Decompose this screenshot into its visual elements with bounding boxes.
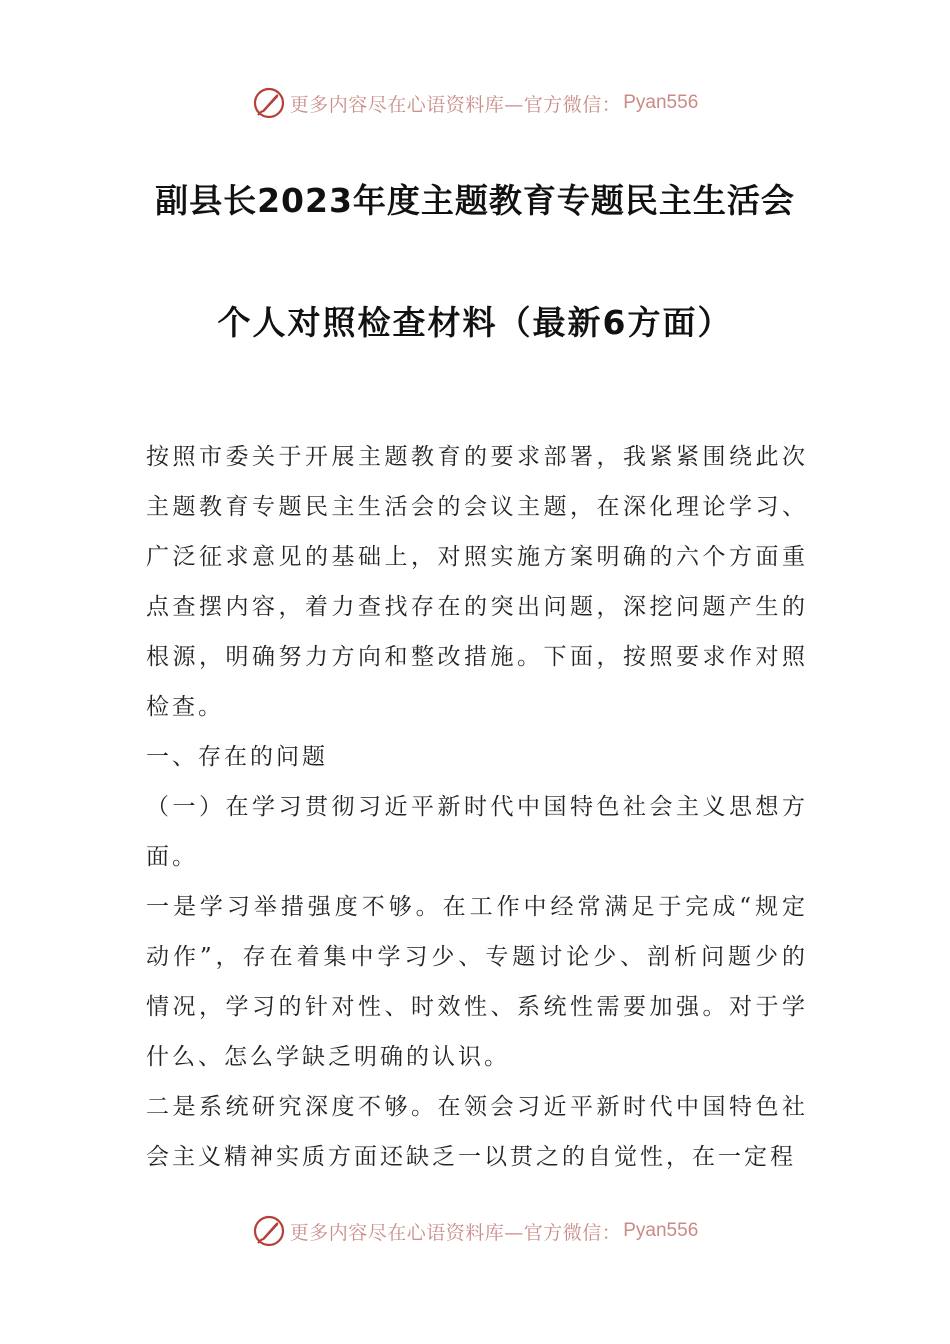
document-title-line-1: 副县长2023年度主题教育专题民主生活会: [155, 181, 795, 220]
watermark-banner-bottom: [0, 1206, 950, 1256]
intro-paragraph: 按照市委关于开展主题教育的要求部署，我紧紧围绕此次主题教育专题民主生活会的会议主题，在深化理论学习、广泛征求意见的基础上，对照实施方案明确的六个方面重点查摆内容，着力查找存在的突出问题，深挖问题产生的根源，明确努力方向和整改措施。下面，按照要求作对照检查。: [146, 444, 808, 720]
watermark-text: 更多内容尽在心语资料库—官方微信：: [289, 1221, 622, 1244]
problem-paragraph-2: 二是系统研究深度不够。在领会习近平新时代中国特色社会主义精神实质方面还缺乏一以贯之的自觉性，在一定程: [146, 1094, 808, 1170]
watermark-banner-top: [0, 78, 950, 128]
document-body: [146, 432, 808, 1182]
watermark-wechat-id: Pyan556: [623, 92, 699, 113]
quill-logo-icon: [252, 1214, 286, 1248]
subsection-heading: （一）在学习贯彻习近平新时代中国特色社会主义思想方面。: [146, 794, 808, 870]
watermark-wechat-id: Pyan556: [623, 1220, 699, 1241]
watermark-text: 更多内容尽在心语资料库—官方微信：: [289, 93, 622, 116]
section-heading: 一、存在的问题: [146, 744, 328, 770]
quill-logo-icon: [252, 86, 286, 120]
problem-paragraph-1: 一是学习举措强度不够。在工作中经常满足于完成“规定动作”，存在着集中学习少、专题讨论少、剖析问题少的情况，学习的针对性、时效性、系统性需要加强。对于学什么、怎么学缺乏明确的认识。: [146, 894, 808, 1070]
document-title-line-2: 个人对照检查材料（最新6方面）: [217, 303, 733, 342]
